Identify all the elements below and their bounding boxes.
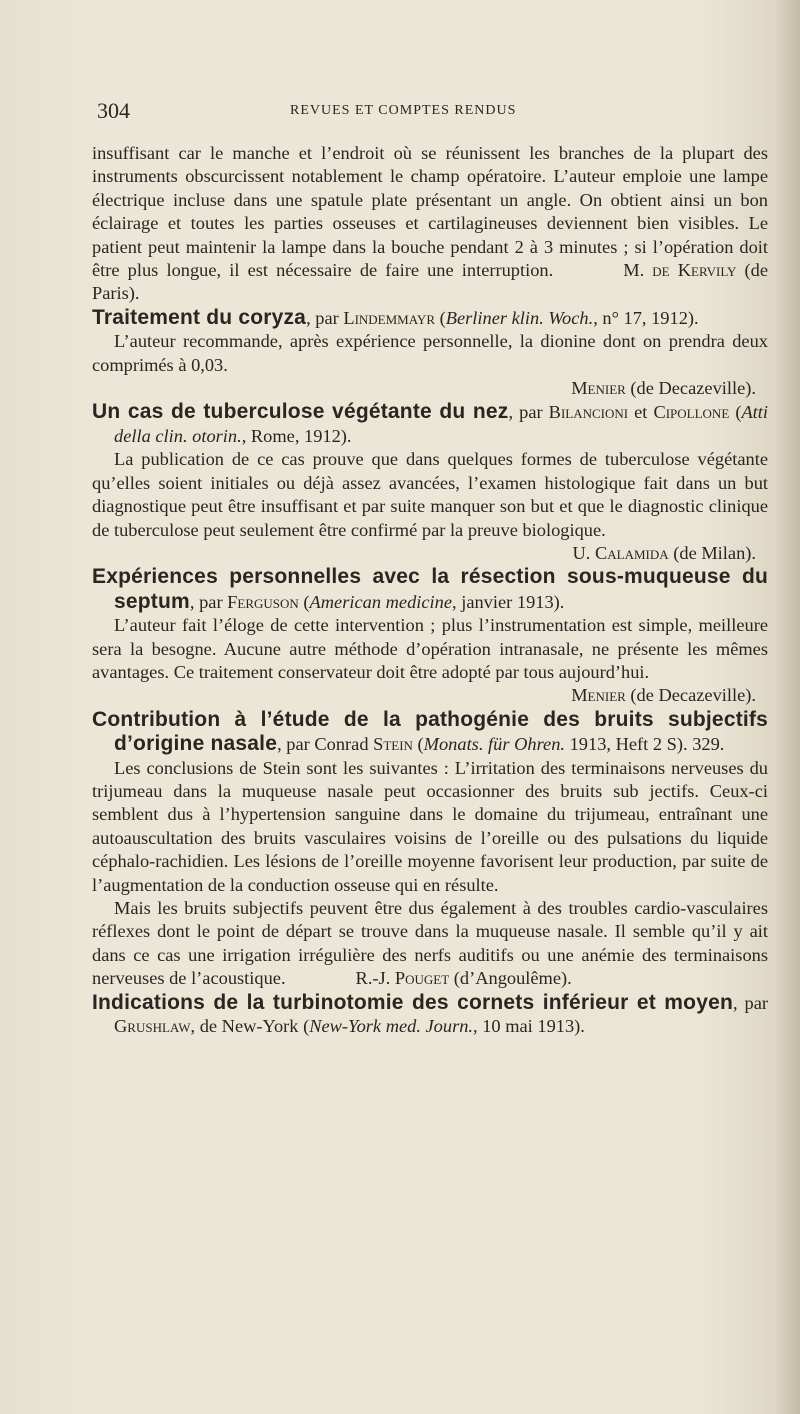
article-author: Bilancioni xyxy=(548,402,629,423)
article-body: L’auteur fait l’éloge de cette intervention ; plus l’instrumentation est simple, meilleure sera la besogne. Aucune autre méthode d’opération intranasale, ne présente les mêmes avantages. Ce traitement conservateur doit être adopté par tous aujourd’hui. xyxy=(92,615,768,682)
paragraph-continuation: insuffisant car le manche et l’endroit où se réunissent les branches de la plupart des instruments obscurcissent notablement le champ opératoire. L’auteur emploie une lampe électrique incluse dans une spatule plate présentant un angle. On obtient ainsi un bon éclairage et toutes les parties osseuses et cartilagineuses deviennent bien visibles. Le patient peut maintenir la lampe dans la bouche pendant 2 à 3 minutes ; si l’opération doit être plus longue, il est nécessaire de faire une interruption. M. de Kervily (de Paris). xyxy=(92,143,768,304)
article-title: Indications de la turbinotomie des cornets inférieur et moyen xyxy=(92,990,733,1014)
article-title: Contribution à l’étude de la pathogénie des bruits subjectifs d’origine nasale xyxy=(92,707,768,756)
article-heading-1: Traitement du coryza, par Lindemmayr (Berliner klin. Woch., n° 17, 1912). xyxy=(92,305,699,329)
signature: Menier (de Decazeville). xyxy=(571,685,756,706)
article-heading-5: Indications de la turbinotomie des cornets inférieur et moyen, par Grushlaw, de New-York (New-York med. Journ., 10 mai 1913). xyxy=(92,990,768,1037)
journal-reference: New-York med. Journ. xyxy=(309,1016,474,1037)
journal-reference: Berliner klin. Woch. xyxy=(445,307,594,328)
signature: M. de Kervily (de Paris). xyxy=(92,260,768,304)
article-title: Traitement du coryza xyxy=(92,305,307,329)
article-author: Ferguson xyxy=(227,591,299,612)
journal-reference: American medicine xyxy=(309,591,453,612)
article-author: Stein xyxy=(373,734,413,755)
article-body: Les conclusions de Stein sont les suivantes : L’irritation des terminaisons nerveuses du trijumeau dans la muqueuse nasale peut occasionner des bruits sub jectifs. Ceux-ci semblent dus à l’hypertension sanguine dans le domaine du trijumeau, entraînant une autoauscultation des bruits vasculaires voisins de l’oreille ou des pulsations du liquide céphalo-rachidien. Les lésions de l’oreille moyenne favorisent leur production, par suite de l’augmentation de la conduction osseuse qui en résulte. xyxy=(92,757,768,895)
article-body: L’auteur recommande, après expérience personnelle, la dionine dont on prendra deux comprimés à 0,03. xyxy=(92,331,768,375)
running-title: REVUES ET COMPTES RENDUS xyxy=(290,103,517,118)
article-author: Grushlaw xyxy=(114,1016,191,1037)
article-title: Expériences personnelles avec la résection sous-muqueuse du septum xyxy=(92,565,768,613)
page-body xyxy=(92,142,768,1038)
article-heading-2: Un cas de tuberculose végétante du nez, par Bilancioni et Cipollone (Atti della clin. otorin., Rome, 1912). xyxy=(92,400,769,446)
article-body: La publication de ce cas prouve que dans quelques formes de tuberculose végétante qu’elles soient initiales ou déjà assez avancées, l’examen histologique fait dans un but diagnostique peut être insuffisant et par suite manquer son but et que le diagnostic clinique de tuberculose peut seulement être confirmé par la preuve biologique. xyxy=(92,449,768,540)
signature: Menier (de Decazeville). xyxy=(571,378,756,399)
page-number: 304 xyxy=(97,98,130,123)
signature: R.-J. Pouget (d’Angoulême). xyxy=(355,968,572,989)
page-edge-shadow xyxy=(774,0,800,1414)
signature: U. Calamida (de Milan). xyxy=(572,542,756,563)
article-heading-4: Contribution à l’étude de la pathogénie des bruits subjectifs d’origine nasale, par Conrad Stein (Monats. für Ohren. 1913, Heft 2 S). 329. xyxy=(92,707,768,756)
article-heading-3: Expériences personnelles avec la résection sous-muqueuse du septum, par Ferguson (American medicine, janvier 1913). xyxy=(92,565,768,613)
page-header xyxy=(97,98,697,126)
article-title: Un cas de tuberculose végétante du nez xyxy=(92,400,509,424)
journal-reference: Monats. für Ohren. xyxy=(423,734,566,755)
journal-reference: Atti della clin. otorin. xyxy=(114,402,769,446)
article-author: Cipollone xyxy=(653,402,730,423)
article-body: Mais les bruits subjectifs peuvent être dus également à des troubles cardio-vasculaires réflexes dont le point de départ se trouve dans la muqueuse nasale. Il semble qu’il y ait dans ce cas une irrigation irrégulière des nerfs auditifs ou une anémie des terminaisons nerveuses de l’acoustique. R.-J. Pouget (d’Angoulême). xyxy=(92,898,768,989)
article-author: Lindemmayr xyxy=(343,307,435,328)
